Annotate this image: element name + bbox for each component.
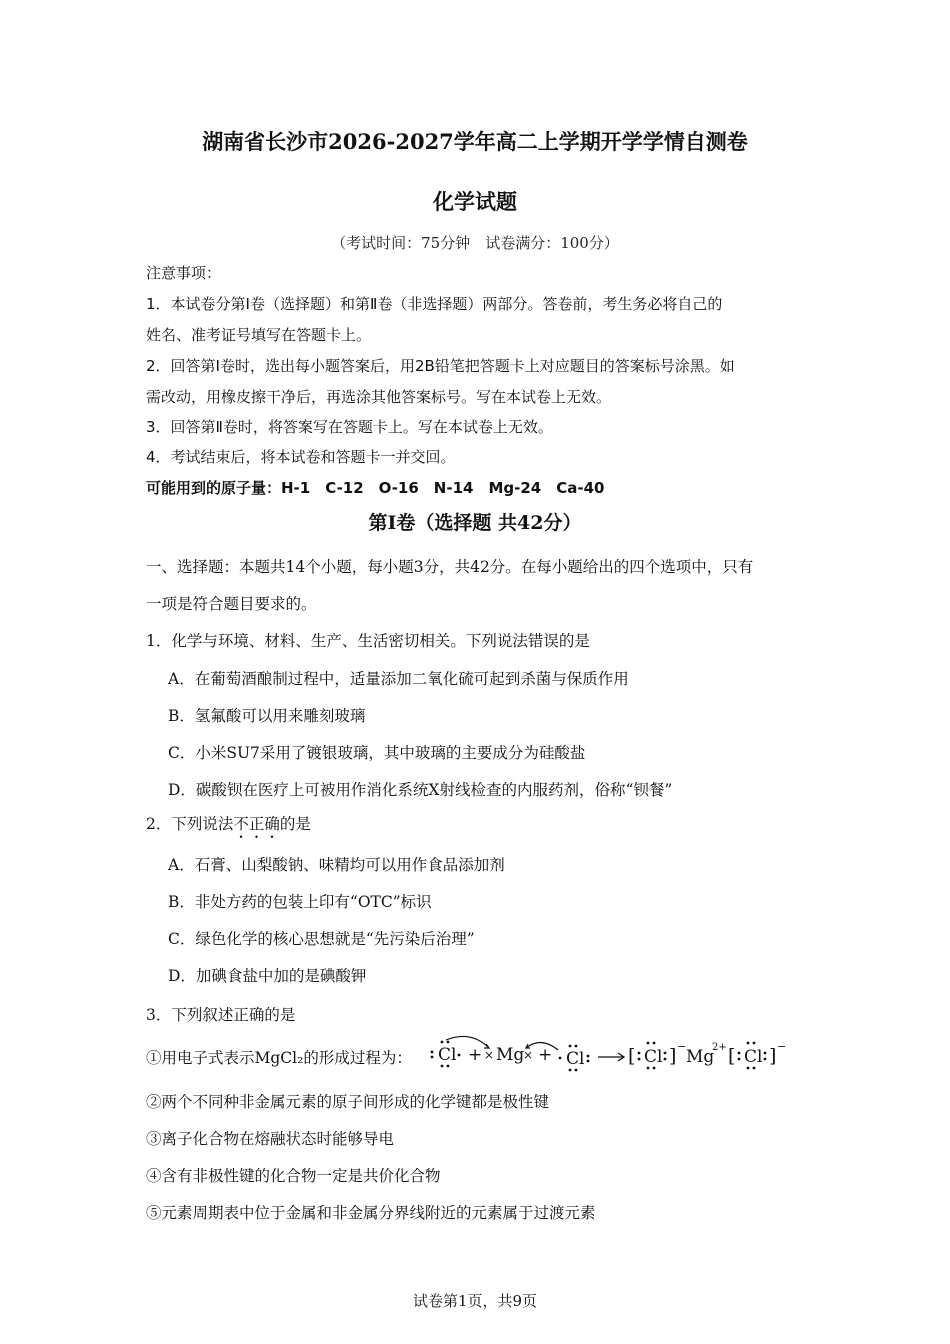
question-3-statement-1-text: ①用电子式表示MgCl₂的形成过程为： <box>146 1049 412 1067</box>
question-3-statement-5: ⑤元素周期表中位于金属和非金属分界线附近的元素属于过渡元素 <box>146 1204 596 1222</box>
formula-charge-minus-2: − <box>777 1040 787 1053</box>
svg-text:×: × <box>523 1048 534 1062</box>
formula-cl-left: Cl <box>438 1045 457 1065</box>
section-title: 第Ⅰ卷（选择题 共42分） <box>368 512 582 534</box>
formula-charge-mg: 2+ <box>712 1042 727 1053</box>
mgcl2-electron-dot-formula <box>146 1034 806 1074</box>
question-2-stem <box>146 812 816 842</box>
formula-product-mg: Mg <box>686 1047 715 1067</box>
svg-text:]: ] <box>769 1045 777 1067</box>
question-2-option-b: B．非处方药的包装上印有“OTC”标识 <box>168 893 432 911</box>
svg-text:]: ] <box>669 1045 677 1067</box>
formula-mg: Mg <box>496 1045 525 1065</box>
section-instruction-line-2: 一项是符合题目要求的。 <box>146 595 317 613</box>
question-1-option-d: D．碳酸钡在医疗上可被用作消化系统X射线检查的内服药剂，俗称“钡餐” <box>168 781 673 799</box>
question-2-stem-post: 的是 <box>279 815 311 833</box>
question-1-option-a: A．在葡萄酒酿制过程中，适量添加二氧化硫可起到杀菌与保质作用 <box>168 670 629 688</box>
exam-info: （考试时间：75分钟 试卷满分：100分） <box>331 234 619 252</box>
note-item-2-line-2: 需改动，用橡皮擦干净后，再选涂其他答案标号。写在本试卷上无效。 <box>146 388 612 406</box>
note-item-3: 3．回答第Ⅱ卷时，将答案写在答题卡上。写在本试卷上无效。 <box>146 418 553 436</box>
question-1-option-c: C．小米SU7采用了镀银玻璃，其中玻璃的主要成分为硅酸盐 <box>168 744 586 762</box>
formula-plus-2: + <box>538 1045 553 1065</box>
svg-text:[: [ <box>628 1045 636 1067</box>
question-2-stem-pre: 2．下列说法 <box>146 815 234 833</box>
main-title: 湖南省长沙市2026-2027学年高二上学期开学学情自测卷 <box>202 129 748 154</box>
note-item-4: 4．考试结束后，将本试卷和答题卡一并交回。 <box>146 448 456 466</box>
atomic-masses: 可能用到的原子量：H-1 C-12 O-16 N-14 Mg-24 Ca-40 <box>146 479 605 497</box>
question-2-option-d: D．加碘食盐中加的是碘酸钾 <box>168 967 367 985</box>
svg-text:[: [ <box>728 1045 736 1067</box>
question-1-stem: 1．化学与环境、材料、生产、生活密切相关。下列说法错误的是 <box>146 632 590 650</box>
question-2-option-a: A．石膏、山梨酸钠、味精均可以用作食品添加剂 <box>168 856 505 874</box>
formula-product-cl-1: Cl <box>644 1047 663 1067</box>
formula-plus-1: + <box>468 1045 483 1065</box>
note-item-1-line-2: 姓名、准考证号填写在答题卡上。 <box>146 326 372 344</box>
question-3-statement-3: ③离子化合物在熔融状态时能够导电 <box>146 1130 395 1148</box>
page-footer: 试卷第1页，共9页 <box>412 1292 538 1310</box>
note-item-2-line-1: 2．回答第Ⅰ卷时，选出每小题答案后，用2B铅笔把答题卡上对应题目的答案标号涂黑。如 <box>146 357 735 375</box>
question-3-statement-2: ②两个不同种非金属元素的原子间形成的化学键都是极性键 <box>146 1093 550 1111</box>
notes-heading: 注意事项： <box>146 264 222 282</box>
formula-cl-right: Cl <box>566 1049 585 1069</box>
subject-title: 化学试题 <box>433 189 517 214</box>
formula-charge-minus-1: − <box>677 1040 687 1053</box>
question-3-stem: 3．下列叙述正确的是 <box>146 1006 296 1024</box>
svg-text:×: × <box>484 1048 495 1062</box>
note-item-1-line-1: 1．本试卷分第Ⅰ卷（选择题）和第Ⅱ卷（非选择题）两部分。答卷前，考生务必将自己的 <box>146 295 723 313</box>
question-3-statement-4: ④含有非极性键的化合物一定是共价化合物 <box>146 1167 441 1185</box>
question-2-option-c: C．绿色化学的核心思想就是“先污染后治理” <box>168 930 475 948</box>
formula-product-cl-2: Cl <box>744 1047 763 1067</box>
question-1-option-b: B．氢氟酸可以用来雕刻玻璃 <box>168 707 366 725</box>
question-2-stem-emphasis: 不正确 <box>233 815 280 833</box>
section-instruction-line-1: 一、选择题：本题共14个小题，每小题3分，共42分。在每小题给出的四个选项中，只有 <box>146 558 754 576</box>
